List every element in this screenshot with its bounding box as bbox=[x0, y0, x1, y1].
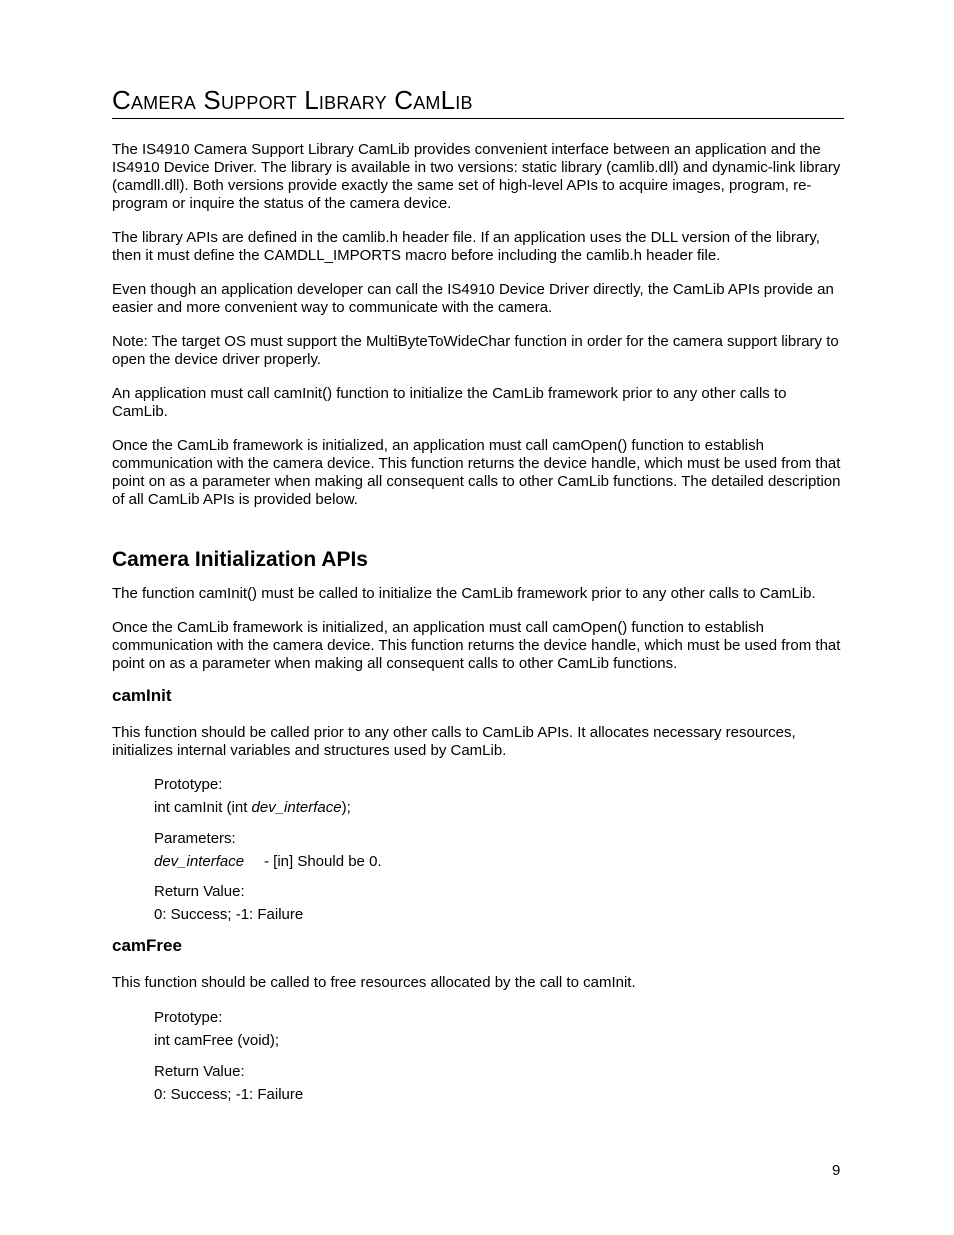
param-name: dev_interface bbox=[154, 853, 245, 870]
section-title: Camera Initialization APIs bbox=[112, 548, 368, 571]
camfree-title: camFree bbox=[112, 936, 182, 955]
caminit-description: This function should be called prior to any other calls to CamLib APIs. It allocates necessary resources, initializes internal variables and structures used by CamLib. bbox=[112, 724, 796, 759]
intro-note: Note: The target OS must support the MultiByteToWideChar function in order for the camera support library to open the device driver properly. bbox=[112, 333, 839, 368]
prototype-param: dev_interface bbox=[251, 799, 342, 816]
prototype-label: Prototype: bbox=[154, 1009, 223, 1026]
intro-paragraph-2: The library APIs are defined in the camlib.h header file. If an application uses the DLL version of the library, then it must define the CAMDLL_IMPORTS macro before including the camlib.h header file. bbox=[112, 229, 820, 264]
page-number: 9 bbox=[832, 1162, 841, 1179]
intro-paragraph-5: An application must call camInit() function to initialize the CamLib framework prior to any other calls to CamLib. bbox=[112, 385, 787, 420]
intro-paragraph-1: The IS4910 Camera Support Library CamLib provides convenient interface between an application and the IS4910 Device Driver. The library is available in two versions: static library (camlib.dll) and dynamic-link library (camdll.dll). Both versions provide exactly the same set of high-level APIs to acquire images, program, re-program or inquire the status of the camera device. bbox=[112, 141, 841, 212]
caminit-return-block bbox=[154, 883, 844, 924]
caminit-title: camInit bbox=[112, 686, 172, 705]
return-label: Return Value: bbox=[154, 1063, 245, 1080]
intro-paragraph-3: Even though an application developer can call the IS4910 Device Driver directly, the CamLib APIs provide an easier and more convenient way to communicate with the camera. bbox=[112, 281, 834, 316]
section-paragraph-1: The function camInit() must be called to initialize the CamLib framework prior to any other calls to CamLib. bbox=[112, 585, 816, 602]
caminit-prototype: int camInit (int dev_interface); bbox=[154, 799, 351, 816]
camfree-prototype: int camFree (void); bbox=[154, 1032, 280, 1049]
caminit-parameter bbox=[154, 853, 844, 871]
param-description: - [in] Should be 0. bbox=[264, 853, 382, 870]
section-paragraph-2: Once the CamLib framework is initialized, an application must call camOpen() function to establish communication with the camera device. This function returns the device handle, which must be used from that point on as a parameter when making all consequent calls to other CamLib functions. bbox=[112, 619, 841, 672]
parameters-label: Parameters: bbox=[154, 830, 236, 847]
caminit-prototype-block bbox=[154, 776, 844, 817]
return-label: Return Value: bbox=[154, 883, 245, 900]
camfree-return-block bbox=[154, 1063, 844, 1104]
chapter-title: Camera Support Library CamLib bbox=[112, 84, 844, 119]
document-page bbox=[112, 84, 844, 1104]
caminit-return-value: 0: Success; -1: Failure bbox=[154, 906, 304, 923]
prototype-label: Prototype: bbox=[154, 776, 223, 793]
intro-paragraph-6: Once the CamLib framework is initialized, an application must call camOpen() function to establish communication with the camera device. This function returns the device handle, which must be used from that point on as a parameter when making all consequent calls to other CamLib functions. The detailed description of all CamLib APIs is provided below. bbox=[112, 437, 841, 508]
camfree-description: This function should be called to free resources allocated by the call to camInit. bbox=[112, 974, 636, 991]
caminit-parameters-block bbox=[154, 830, 844, 871]
camfree-return-value: 0: Success; -1: Failure bbox=[154, 1086, 304, 1103]
camfree-prototype-block bbox=[154, 1009, 844, 1050]
